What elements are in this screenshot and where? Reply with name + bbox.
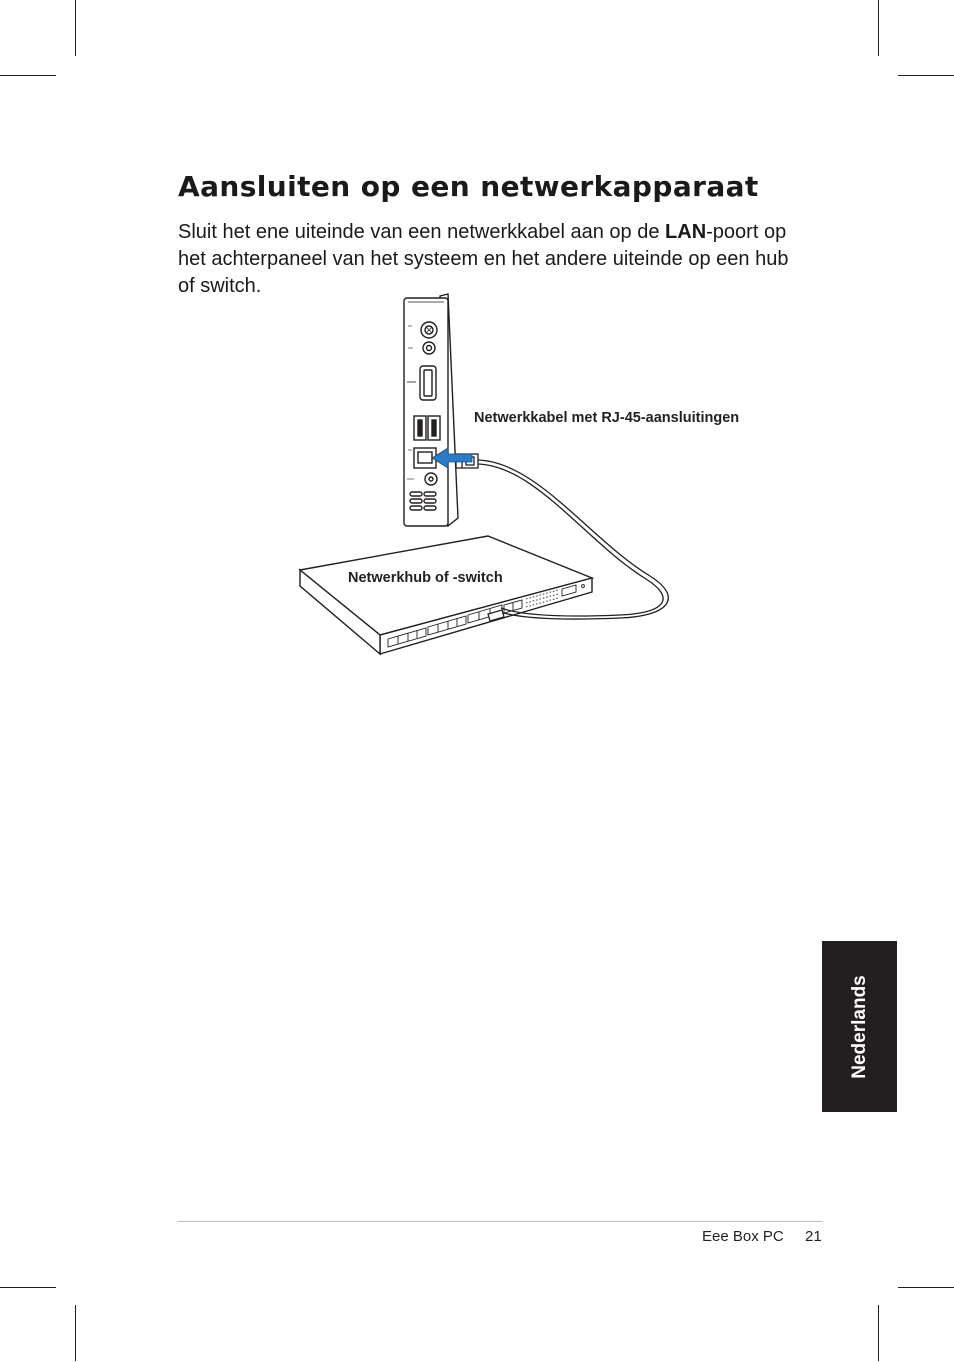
eee-box-device (404, 294, 458, 526)
crop-mark (75, 0, 76, 56)
crop-mark (75, 1305, 76, 1361)
network-hub-device (300, 536, 592, 654)
crop-mark (0, 75, 56, 76)
language-side-tab (822, 941, 897, 1112)
instruction-text-end: -poort op het achterpaneel van het systeem en het andere uiteinde op een hub of switch. (178, 221, 789, 297)
hub-label: Netwerkhub of -switch (348, 570, 503, 586)
cable-label: Netwerkkabel met RJ-45-aansluitingen (474, 410, 740, 426)
illustration-drawing (290, 290, 770, 670)
page-number: 21 (805, 1228, 822, 1245)
footer-divider (178, 1221, 822, 1222)
crop-mark (898, 75, 954, 76)
footer-product-name: Eee Box PC (702, 1228, 784, 1245)
network-connection-illustration (290, 290, 770, 670)
lan-emphasis: LAN (665, 221, 707, 243)
language-label: Nederlands (848, 974, 870, 1079)
instruction-paragraph (178, 219, 798, 300)
crop-mark (0, 1287, 56, 1288)
instruction-text-start: Sluit het ene uiteinde van een netwerkkabel aan op de (178, 221, 666, 243)
crop-mark (878, 0, 879, 56)
crop-mark (898, 1287, 954, 1288)
crop-mark (878, 1305, 879, 1361)
page-title: Aansluiten op een netwerkapparaat (178, 170, 759, 203)
